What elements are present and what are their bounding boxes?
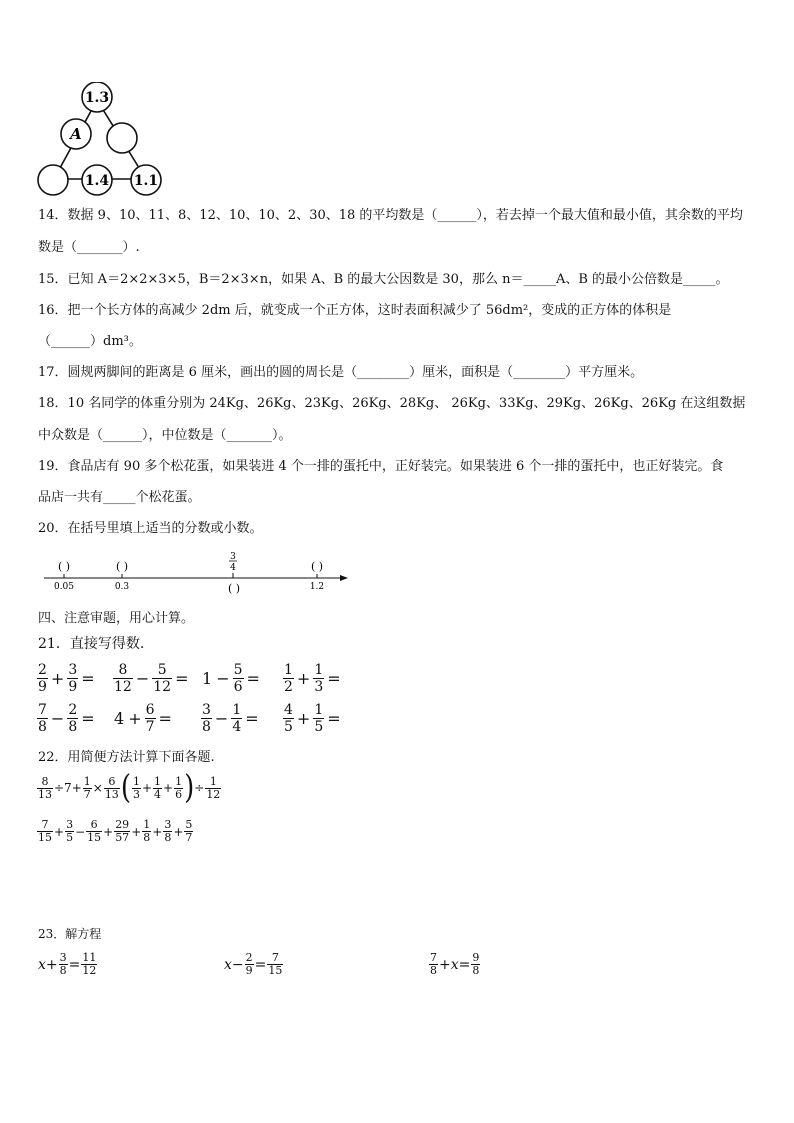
triangle-bottom-right-value: 1.1 [133, 173, 159, 189]
q19-line1: 19．食品店有 90 多个松花蛋，如果装进 4 个一排的蛋托中，正好装完。如果装进 6 个一排的蛋托中，也正好装完。食 [38, 459, 724, 474]
q18-line1: 18．10 名同学的体重分别为 24Kg、26Kg、23Kg、26Kg、28Kg、 26Kg、33Kg、29Kg、26Kg、26Kg 在这组数据 [38, 396, 746, 411]
number-line [38, 550, 358, 595]
q22-expression-2: $\frac{7}{15}$ + $\frac{3}{5}$ − $\frac{6}{15}$ + $\frac{29}{57}$ + $\frac{1}{8}$ + $\frac{3}{8}$ + $\frac{5}{7}$ [38, 818, 193, 844]
q21-item-3: 1 − $\frac{5}{6}$ = [202, 662, 260, 695]
q21-item-2: $\frac{8}{12}$ − $\frac{5}{12}$ = [114, 662, 189, 695]
frac-3-4-denominator: 4 [230, 563, 236, 573]
q21-item-4: $\frac{1}{2}$ + $\frac{1}{3}$ = [284, 662, 341, 695]
q21-title: 21．直接写得数. [38, 636, 145, 652]
q21-item-6: 4 + $\frac{6}{7}$ = [114, 702, 172, 735]
blank-paren-2: ( ) [115, 560, 129, 573]
q19-line2: 品店一共有_____个松花蛋。 [38, 490, 201, 505]
q22-title: 22．用简便方法计算下面各题. [38, 750, 215, 765]
q23-equation-1: x + $\frac{3}{8}$ = $\frac{11}{12}$ [38, 951, 97, 977]
q23-equation-3: $\frac{7}{8}$ + x = $\frac{9}{8}$ [430, 951, 480, 977]
blank-paren-1: ( ) [57, 560, 71, 573]
q21-item-1: $\frac{2}{9}$ + $\frac{3}{9}$ = [38, 662, 95, 695]
q22-expression-1: $\frac{8}{13}$ ÷7+ $\frac{1}{7}$ × $\frac{6}{13}$ ( $\frac{1}{3}$ + $\frac{1}{4}$ + $\frac{1}{6}$ ) ÷ $\frac{1}{12}$ [38, 769, 221, 807]
frac-3-4-numerator: 3 [230, 552, 236, 562]
q14-line1: 14．数据 9、10、11、8、12、10、10、2、30、18 的平均数是（______），若去掉一个最大值和最小值，其余数的平均 [38, 208, 743, 223]
q21-item-7: $\frac{3}{8}$ − $\frac{1}{4}$ = [202, 702, 259, 735]
q18-line2: 中众数是（______），中位数是（_______）。 [38, 428, 292, 443]
label-0.05: 0.05 [53, 582, 75, 592]
section4-title: 四、注意审题，用心计算。 [38, 611, 195, 626]
q20-text: 20．在括号里填上适当的分数或小数。 [38, 521, 263, 536]
q23-title: 23．解方程 [38, 927, 102, 941]
q15-text: 15．已知 A＝2×2×3×5，B＝2×3×n，如果 A、B 的最大公因数是 30，那么 n＝_____A、B 的最小公倍数是_____。 [38, 272, 729, 287]
q16-line2: （______）dm³。 [38, 334, 142, 349]
q21-item-8: $\frac{4}{5}$ + $\frac{1}{5}$ = [284, 702, 341, 735]
q23-equation-2: x − $\frac{2}{9}$ = $\frac{7}{15}$ [224, 951, 283, 977]
q16-line1: 16．把一个长方体的高减少 2dm 后，就变成一个正方体，这时表面积减少了 56dm²，变成的正方体的体积是 [38, 303, 672, 318]
number-triangle-figure [36, 82, 166, 197]
label-0.3: 0.3 [114, 582, 130, 592]
q14-line2: 数是（_______）. [38, 240, 140, 255]
label-1.2: 1.2 [309, 582, 325, 592]
blank-paren-4: ( ) [310, 560, 324, 573]
triangle-top-value: 1.3 [84, 90, 110, 106]
triangle-bottom-mid-value: 1.4 [84, 173, 110, 189]
triangle-a-label: A [70, 125, 82, 143]
q21-item-5: $\frac{7}{8}$ − $\frac{2}{8}$ = [38, 702, 95, 735]
q17-text: 17．圆规两脚间的距离是 6 厘米，画出的圆的周长是（________）厘米，面积是（________）平方厘米。 [38, 365, 644, 380]
blank-paren-3: ( ) [227, 582, 241, 595]
